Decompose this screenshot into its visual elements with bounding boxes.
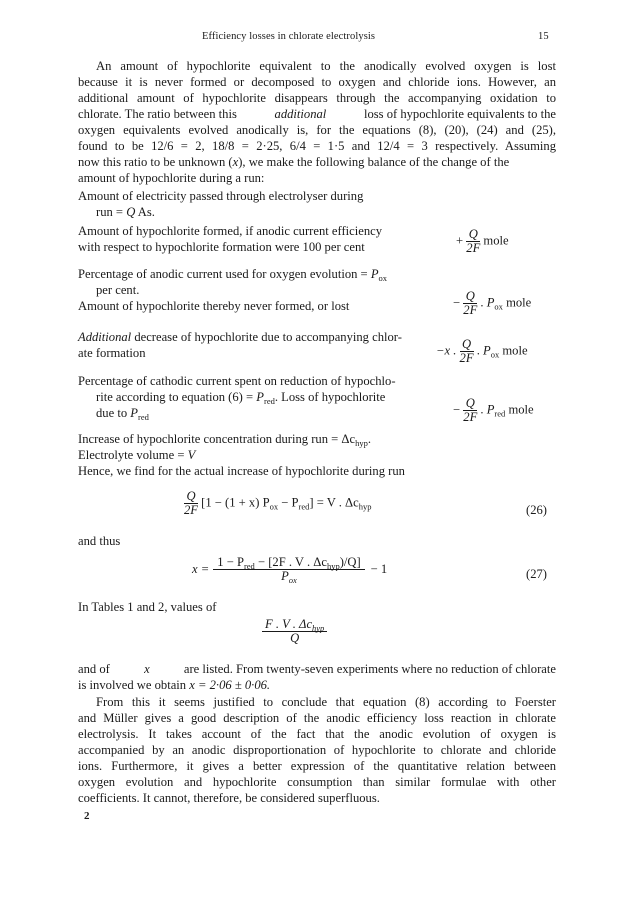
text-fragment: Increase of hypochlorite concentration during run = Δc — [78, 432, 356, 446]
text-fragment: ), we make the following balance of the change of the — [238, 155, 510, 169]
text-fragment: decrease of hypochlorite due to accompanying chlor- — [131, 330, 402, 344]
text-fragment: As. — [135, 205, 155, 219]
variable-p: P — [281, 569, 289, 583]
subscript: red — [243, 561, 255, 571]
denominator: 2F — [463, 303, 478, 317]
subscript: red — [298, 501, 310, 512]
text-fragment: are listed. From twenty-seven experiments where no reduction of chlorate — [183, 662, 556, 676]
plus-sign: + — [456, 233, 464, 248]
subscript: ox — [288, 575, 297, 585]
text-line — [78, 154, 556, 170]
balance-cathodic: Percentage of cathodic current spent on reduction of hypochlo- — [78, 374, 396, 388]
subscript: hyp — [326, 561, 340, 571]
subscript: ox — [269, 501, 279, 512]
text-line — [78, 661, 556, 677]
subscript: red — [137, 412, 149, 422]
balance-cathodic-expression: − $\frac{Q}{2F}$ . $P_{red}$ mole — [453, 396, 534, 424]
subscript: hyp — [355, 438, 368, 448]
unit: mole — [508, 402, 534, 417]
fraction — [213, 556, 364, 583]
denominator: 2F — [459, 351, 474, 365]
text-line: electrolysis. It takes account of the fact that the anodic evolution of oxygen is — [78, 727, 556, 741]
fraction — [184, 490, 198, 517]
unit: mole — [483, 233, 509, 248]
text-line — [78, 677, 270, 693]
variable-q: Q — [126, 205, 136, 219]
variable-p: P — [370, 267, 379, 281]
subscript: red — [263, 396, 275, 406]
text-line: additional amount of hypochlorite disappears through the accompanying oxidation to — [78, 91, 556, 105]
variable-p: P — [486, 295, 495, 310]
fraction — [463, 290, 477, 317]
text-line — [78, 106, 556, 122]
balance-additional-cont: ate formation — [78, 346, 146, 360]
equation-text: 1 − P — [217, 555, 244, 569]
equation-text: ] = V . Δc — [309, 495, 359, 510]
numerator: Q — [460, 338, 474, 352]
denominator: 2F — [184, 503, 198, 517]
variable-p: P — [483, 343, 491, 358]
equation-lhs: x = — [192, 562, 210, 576]
numerator — [213, 556, 364, 570]
denominator: Q — [290, 631, 300, 645]
denominator: 2F — [466, 241, 481, 255]
balance-increase — [78, 431, 371, 447]
numerator: Q — [463, 397, 477, 411]
page-number: 15 — [538, 31, 549, 42]
and-thus: and thus — [78, 534, 121, 548]
balance-cathodic-cont2 — [96, 405, 149, 421]
fraction — [460, 338, 474, 365]
balance-additional — [78, 329, 402, 345]
fraction — [262, 618, 327, 645]
unit: mole — [506, 295, 532, 310]
balance-lost: Amount of hypochlorite thereby never formed, or lost — [78, 299, 350, 313]
minus-sign: − — [453, 295, 461, 310]
numerator: Q — [463, 290, 477, 304]
balance-hence: Hence, we find for the actual increase of hypochlorite during run — [78, 464, 405, 478]
balance-additional-expression: −x . $\frac{Q}{2F}$ . $P_{ox}$ mole — [436, 337, 528, 365]
text-fragment: run = — [96, 205, 127, 219]
balance-electricity: Amount of electricity passed through electrolyser during — [78, 189, 364, 203]
text-line: coefficients. It cannot, therefore, be considered superfluous. — [78, 791, 380, 805]
text-fragment: due to — [96, 406, 131, 420]
running-title: Efficiency losses in chlorate electrolysis — [202, 31, 376, 42]
equation-27 — [192, 556, 387, 583]
text-line: oxygen equivalents evolved anodically is, for the equations (8), (20), (24) and (25), — [78, 123, 556, 137]
balance-formed-expression — [456, 228, 509, 255]
variable-x: x — [144, 662, 150, 676]
text-line: oxygen evolution and hypochlorite consumption than similar formulae with other — [78, 775, 556, 789]
table-expression — [262, 618, 327, 645]
text-fragment: is involved we obtain — [78, 678, 187, 692]
denominator: 2F — [463, 410, 478, 424]
text-line: ions. Furthermore, it gives a better expression of the quantitative relation between — [78, 759, 556, 773]
equation-text: − 1 — [370, 562, 388, 576]
balance-oxygen-cont: per cent. — [96, 283, 140, 297]
result-value: x = 2·06 ± 0·06. — [189, 678, 271, 692]
text-fragment: loss of hypochlorite equivalents to the — [363, 107, 556, 121]
text-line: accompanied by an anodic disproportionation of hypochlorite to chlorate and chloride — [78, 743, 556, 757]
unit: mole — [502, 343, 528, 358]
balance-lost-expression: − $\frac{Q}{2F}$ . $P_{ox}$ mole — [453, 289, 532, 317]
balance-oxygen — [78, 266, 387, 282]
text-line: An amount of hypochlorite equivalent to the anodically evolved oxygen is lost — [96, 59, 556, 73]
subscript: ox — [490, 349, 500, 360]
subscript: ox — [494, 301, 503, 312]
text-line: found to be 12/6 = 2, 18/8 = 2·25, 6/4 = 1·5 and 12/4 = 3 respectively. Assuming — [78, 139, 556, 153]
numerator: Q — [466, 228, 480, 242]
signature-mark: 2 — [84, 810, 90, 822]
subscript: hyp — [358, 501, 372, 512]
text-line: From this it seems justified to conclude that equation (8) according to Foerster — [96, 695, 556, 709]
text-line: because it is never formed or decomposed to oxygen and chloride ions. However, an — [78, 75, 556, 89]
text-fragment: . — [367, 432, 372, 446]
equation-text: − [2F . V . Δc — [254, 555, 327, 569]
balance-formed: Amount of hypochlorite formed, if anodic current efficiency — [78, 224, 383, 238]
numerator — [262, 618, 327, 632]
minus-sign: − — [453, 402, 461, 417]
text-fragment: Electrolyte volume = — [78, 448, 188, 462]
fraction — [463, 397, 477, 424]
variable-x: x — [232, 155, 239, 169]
balance-cathodic-cont — [96, 389, 385, 405]
variable-v: V — [187, 448, 196, 462]
equation-text: F . V . Δc — [265, 617, 313, 631]
denominator — [213, 570, 364, 583]
variable-p: P — [130, 406, 138, 420]
text-emphasis: Additional — [78, 330, 132, 344]
text-fragment: . Loss of hypochlorite — [274, 390, 386, 404]
variable-p: P — [486, 402, 495, 417]
text-emphasis: additional — [274, 107, 327, 121]
text-line: and Müller gives a good description of the anodic efficiency loss reaction in chlorate — [78, 711, 556, 725]
text-line: amount of hypochlorite during a run: — [78, 171, 265, 185]
balance-volume — [78, 447, 195, 463]
tables-line: In Tables 1 and 2, values of — [78, 600, 217, 614]
fraction — [466, 228, 480, 255]
variable-p: P — [256, 390, 264, 404]
subscript: red — [494, 408, 506, 419]
text-fragment: now this ratio to be unknown ( — [78, 155, 233, 169]
text-fragment: rite according to equation (6) = — [96, 390, 257, 404]
minus-x: −x . — [436, 343, 457, 358]
subscript: hyp — [312, 623, 325, 633]
equation-text: − P — [278, 495, 299, 510]
subscript: ox — [378, 273, 388, 283]
equation-text: )/Q] — [339, 555, 361, 569]
balance-formed-cont: with respect to hypochlorite formation were 100 per cent — [78, 240, 365, 254]
text-fragment: Percentage of anodic current used for oxygen evolution = — [78, 267, 371, 281]
equation-number-26: (26) — [526, 503, 547, 517]
text-fragment: and of — [78, 662, 110, 676]
equation-number-27: (27) — [526, 567, 547, 581]
numerator: Q — [184, 490, 198, 504]
equation-26 — [184, 490, 371, 517]
equation-text: [1 − (1 + x) P — [201, 495, 270, 510]
balance-electricity-value — [96, 204, 155, 220]
text-fragment: chlorate. The ratio between this — [78, 107, 237, 121]
